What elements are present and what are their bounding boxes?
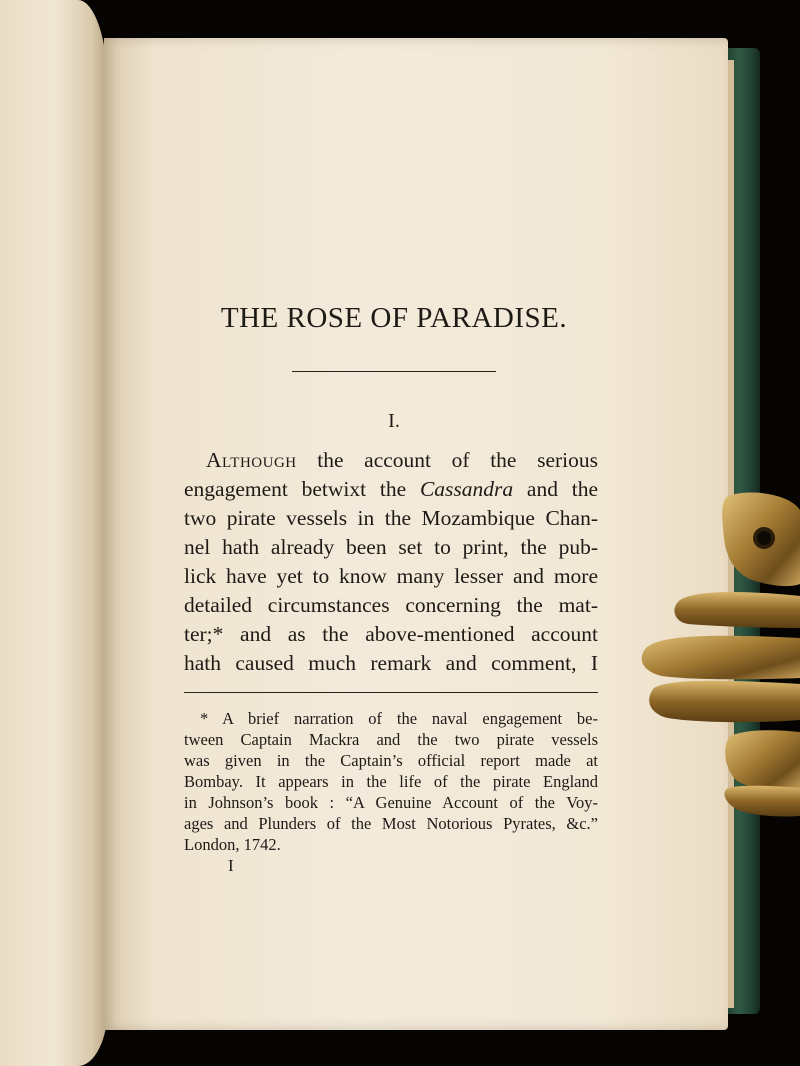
- body-line-4: nel hath already been set to print, the pub-: [184, 535, 598, 559]
- footnote-line-6: ages and Plunders of the Most Notorious Pyrates, &c.”: [184, 814, 598, 833]
- body-line-1-rest: the account of the serious: [296, 448, 598, 472]
- page-number: I: [228, 856, 234, 875]
- footnote: [184, 708, 598, 855]
- title-rule: [292, 371, 496, 372]
- body-line-7: ter;* and as the above-mentioned account: [184, 622, 598, 646]
- footnote-line-4: Bombay. It appears in the life of the pirate England: [184, 772, 598, 791]
- left-facing-page: [0, 0, 108, 1066]
- body-line-6: detailed circumstances concerning the mat-: [184, 593, 598, 617]
- chapter-number: I.: [388, 410, 400, 432]
- ship-name: Cassandra: [419, 477, 514, 501]
- body-line-2-pre: engagement betwixt the: [184, 477, 420, 501]
- footnote-line-1: * A brief narration of the naval engagement be-: [200, 709, 598, 728]
- opening-word: Although: [206, 448, 297, 472]
- footnote-line-3: was given in the Captain’s official report made at: [184, 751, 598, 770]
- body-line-5: lick have yet to know many lesser and more: [184, 564, 598, 588]
- brass-clip-icon: [640, 488, 800, 818]
- body-line-1: [184, 446, 598, 475]
- footnote-line-7: London, 1742.: [184, 835, 281, 854]
- footnote-line-2: tween Captain Mackra and the two pirate vessels: [184, 730, 598, 749]
- body-line-8: hath caused much remark and comment, I: [184, 651, 598, 675]
- body-line-2-post: and the: [513, 477, 599, 501]
- body-line-2: [184, 475, 598, 504]
- chapter-title: THE ROSE OF PARADISE.: [220, 302, 568, 334]
- body-line-3: two pirate vessels in the Mozambique Chan-: [184, 506, 598, 530]
- body-text: [184, 446, 598, 678]
- footnote-line-5: in Johnson’s book : “A Genuine Account of the Voy-: [184, 793, 598, 812]
- footnote-rule: [184, 692, 598, 693]
